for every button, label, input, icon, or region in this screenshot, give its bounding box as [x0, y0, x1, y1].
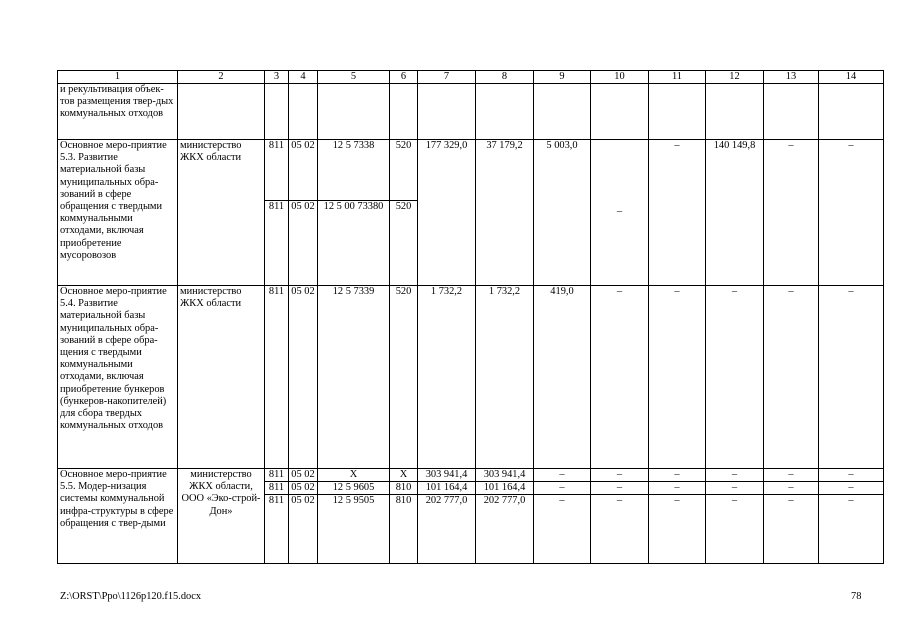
- cell-c6: 810: [390, 482, 418, 495]
- cell-c5: 12 5 9505: [318, 495, 390, 564]
- cell-c7: 303 941,4: [418, 469, 476, 482]
- activity-name: Основное меро-приятие 5.4. Развитие материальной базы муниципальных обра-зований в сфере обра-щения с твердыми коммунальными отходами, включая приобретение бункеров (бункеров-накопителей) для сбора твердых коммунальных отходов: [58, 286, 178, 469]
- cell-c4: 05 02: [289, 469, 318, 482]
- executor: министерство ЖКХ области: [178, 286, 265, 469]
- cell-c11: –: [649, 495, 706, 564]
- header-cell: 12: [706, 71, 764, 84]
- header-cell: 9: [534, 71, 591, 84]
- cell-c13: –: [764, 286, 819, 469]
- activity-name: Основное меро-приятие 5.5. Модер-низация системы коммунальной инфра-структуры в сфере обращения с твер-дыми: [58, 469, 178, 564]
- cell-c13: –: [764, 469, 819, 482]
- cell-c6: 520: [390, 286, 418, 469]
- cell-c5: 12 5 00 73380: [318, 201, 390, 286]
- cell-c6: 520: [390, 201, 418, 286]
- cell-c3: 811: [265, 286, 289, 469]
- cell-c5: 12 5 7339: [318, 286, 390, 469]
- cell-c7: 1 732,2: [418, 286, 476, 469]
- cell-c12: 140 149,8: [706, 140, 764, 286]
- activity-name: Основное меро-приятие 5.3. Развитие материальной базы муниципальных обра-зований в сфере обращения с твердыми коммунальными отходами, включая приобретение мусоровозов: [58, 140, 178, 286]
- cell-c4: 05 02: [289, 140, 318, 201]
- cell-c9: 419,0: [534, 286, 591, 469]
- cell-c5: 12 5 9605: [318, 482, 390, 495]
- table-row: [58, 140, 884, 201]
- cell-c13: –: [764, 495, 819, 564]
- header-cell: 8: [476, 71, 534, 84]
- cell-c12: –: [706, 286, 764, 469]
- cell-c5: 12 5 7338: [318, 140, 390, 201]
- cell-c3: 811: [265, 201, 289, 286]
- cell-c10: –: [591, 140, 649, 286]
- cell-c9: –: [534, 495, 591, 564]
- cell-c7: 202 777,0: [418, 495, 476, 564]
- table-row: [58, 469, 884, 482]
- header-cell: 1: [58, 71, 178, 84]
- cell-c14: –: [819, 495, 884, 564]
- cell-c11: –: [649, 286, 706, 469]
- cell-c8: 37 179,2: [476, 140, 534, 286]
- cell-c4: 05 02: [289, 286, 318, 469]
- cell-c14: –: [819, 140, 884, 286]
- cell-c14: –: [819, 286, 884, 469]
- cell-c14: –: [819, 482, 884, 495]
- table-row: [58, 84, 884, 140]
- executor: министерство ЖКХ области: [178, 140, 265, 286]
- file-path: Z:\ORST\Ppo\1126p120.f15.docx: [60, 591, 202, 602]
- cell-c12: –: [706, 482, 764, 495]
- cell-c9: –: [534, 482, 591, 495]
- header-row: [58, 71, 884, 84]
- cell-c13: –: [764, 482, 819, 495]
- header-cell: 14: [819, 71, 884, 84]
- cell-c7: 101 164,4: [418, 482, 476, 495]
- cell-c3: 811: [265, 495, 289, 564]
- activity-name: и рекультивация объек-тов размещения твер-дых коммунальных отходов: [58, 84, 178, 140]
- cell-c9: 5 003,0: [534, 140, 591, 286]
- cell-c9: –: [534, 469, 591, 482]
- cell-c8: 202 777,0: [476, 495, 534, 564]
- header-cell: 4: [289, 71, 318, 84]
- cell-c3: 811: [265, 469, 289, 482]
- cell-c11: –: [649, 469, 706, 482]
- header-cell: 5: [318, 71, 390, 84]
- cell-c8: 101 164,4: [476, 482, 534, 495]
- cell-c10: –: [591, 482, 649, 495]
- cell-c10: –: [591, 286, 649, 469]
- header-cell: 13: [764, 71, 819, 84]
- cell-c6: Х: [390, 469, 418, 482]
- cell-c12: –: [706, 469, 764, 482]
- header-cell: 10: [591, 71, 649, 84]
- page-number: 78: [851, 591, 862, 602]
- cell-c12: –: [706, 495, 764, 564]
- cell-c10: –: [591, 495, 649, 564]
- budget-table: [57, 70, 884, 564]
- cell-c7: 177 329,0: [418, 140, 476, 286]
- cell-c10: –: [591, 469, 649, 482]
- cell-c11: –: [649, 140, 706, 286]
- header-cell: 7: [418, 71, 476, 84]
- cell-c6: 520: [390, 140, 418, 201]
- cell-c8: 1 732,2: [476, 286, 534, 469]
- cell-c5: Х: [318, 469, 390, 482]
- cell-c11: –: [649, 482, 706, 495]
- cell-c6: 810: [390, 495, 418, 564]
- header-cell: 6: [390, 71, 418, 84]
- header-cell: 2: [178, 71, 265, 84]
- header-cell: 11: [649, 71, 706, 84]
- executor: министерство ЖКХ области, ООО «Эко-строй-Дон»: [178, 469, 265, 564]
- cell-c14: –: [819, 469, 884, 482]
- cell-c3: 811: [265, 482, 289, 495]
- cell-c8: 303 941,4: [476, 469, 534, 482]
- cell-c13: –: [764, 140, 819, 286]
- cell-c4: 05 02: [289, 495, 318, 564]
- table-row: [58, 286, 884, 469]
- cell-c4: 05 02: [289, 482, 318, 495]
- header-cell: 3: [265, 71, 289, 84]
- cell-c4: 05 02: [289, 201, 318, 286]
- cell-c3: 811: [265, 140, 289, 201]
